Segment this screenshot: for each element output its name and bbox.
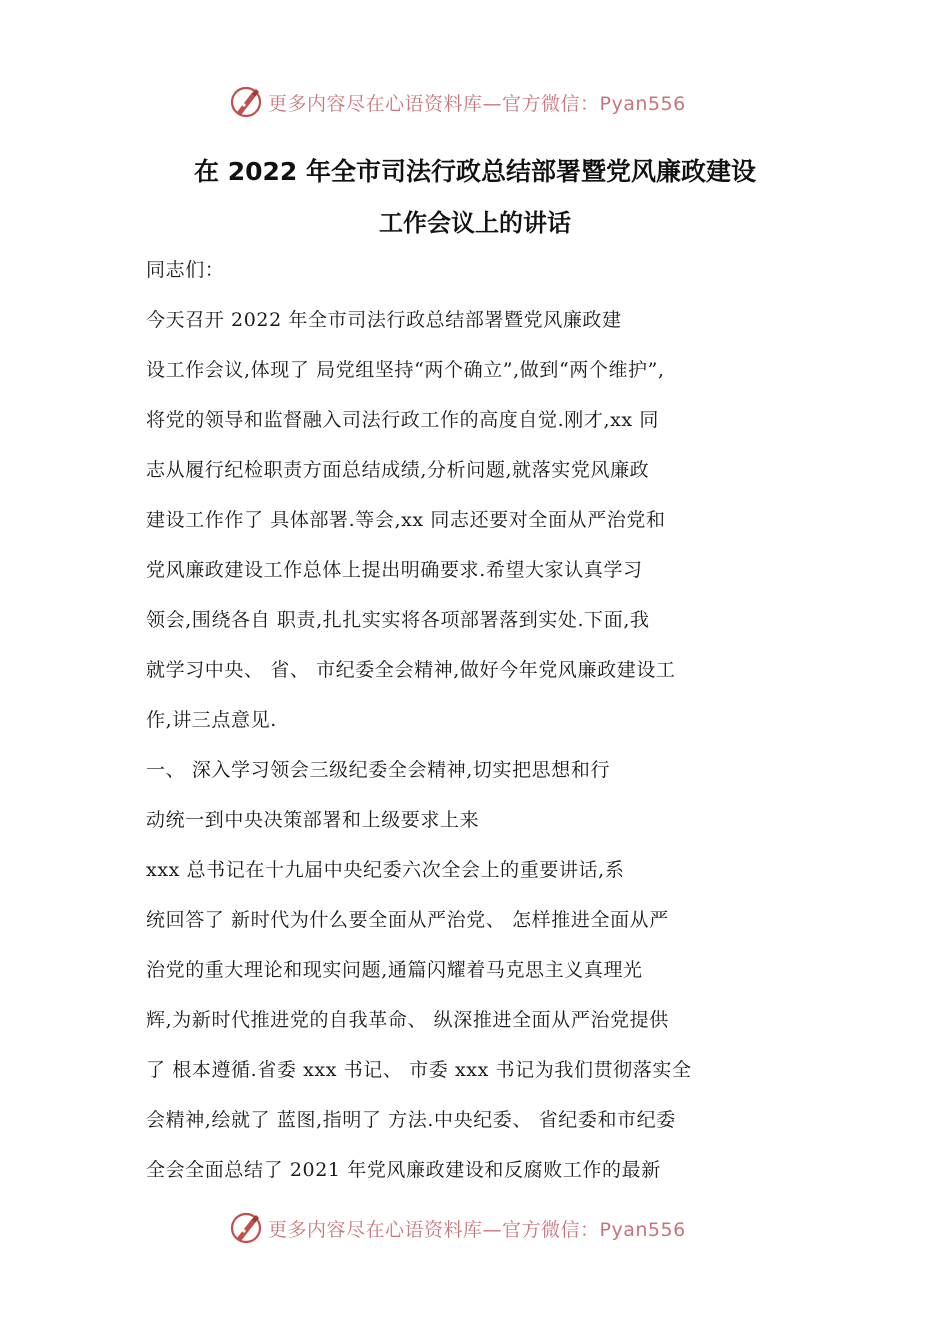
pen-nib-circle-icon — [228, 1210, 264, 1246]
body-line: 作,讲三点意见. — [146, 709, 277, 731]
body-line: xxx 总书记在十九届中央纪委六次全会上的重要讲话,系 — [146, 859, 625, 881]
watermark-text: 更多内容尽在心语资料库—官方微信：Pyan556 — [268, 92, 686, 115]
body-line: 统回答了 新时代为什么要全面从严治党、 怎样推进全面从严 — [146, 909, 669, 931]
document-title-line-2: 工作会议上的讲话 — [379, 209, 571, 237]
body-line: 今天召开 2022 年全市司法行政总结部署暨党风廉政建 — [146, 309, 622, 331]
body-line: 建设工作作了 具体部署.等会,xx 同志还要对全面从严治党和 — [146, 509, 666, 531]
body-line: 党风廉政建设工作总体上提出明确要求.希望大家认真学习 — [146, 559, 643, 581]
document-title-line-1: 在 2022 年全市司法行政总结部署暨党风廉政建设 — [194, 157, 756, 186]
body-line: 设工作会议,体现了 局党组坚持“两个确立”,做到“两个维护”, — [146, 359, 665, 381]
body-line: 辉,为新时代推进党的自我革命、 纵深推进全面从严治党提供 — [146, 1009, 669, 1031]
body-line: 就学习中央、 省、 市纪委全会精神,做好今年党风廉政建设工 — [146, 659, 676, 681]
body-line: 了 根本遵循.省委 xxx 书记、 市委 xxx 书记为我们贯彻落实全 — [146, 1059, 692, 1081]
salutation: 同志们： — [146, 259, 225, 281]
body-line: 志从履行纪检职责方面总结成绩,分析问题,就落实党风廉政 — [146, 459, 650, 481]
footer-watermark-banner — [228, 1208, 686, 1248]
body-line: 会精神,绘就了 蓝图,指明了 方法.中央纪委、 省纪委和市纪委 — [146, 1109, 676, 1131]
body-line: 全会全面总结了 2021 年党风廉政建设和反腐败工作的最新 — [146, 1159, 661, 1181]
watermark-text: 更多内容尽在心语资料库—官方微信：Pyan556 — [268, 1218, 686, 1241]
header-watermark-banner — [228, 82, 686, 122]
section-heading-line: 动统一到中央决策部署和上级要求上来 — [146, 809, 480, 831]
section-heading-line: 一、 深入学习领会三级纪委全会精神,切实把思想和行 — [146, 759, 611, 781]
body-line: 将党的领导和监督融入司法行政工作的高度自觉.刚才,xx 同 — [146, 409, 659, 431]
body-line: 治党的重大理论和现实问题,通篇闪耀着马克思主义真理光 — [146, 959, 643, 981]
body-line: 领会,围绕各自 职责,扎扎实实将各项部署落到实处.下面,我 — [146, 609, 650, 631]
pen-nib-circle-icon — [228, 84, 264, 120]
